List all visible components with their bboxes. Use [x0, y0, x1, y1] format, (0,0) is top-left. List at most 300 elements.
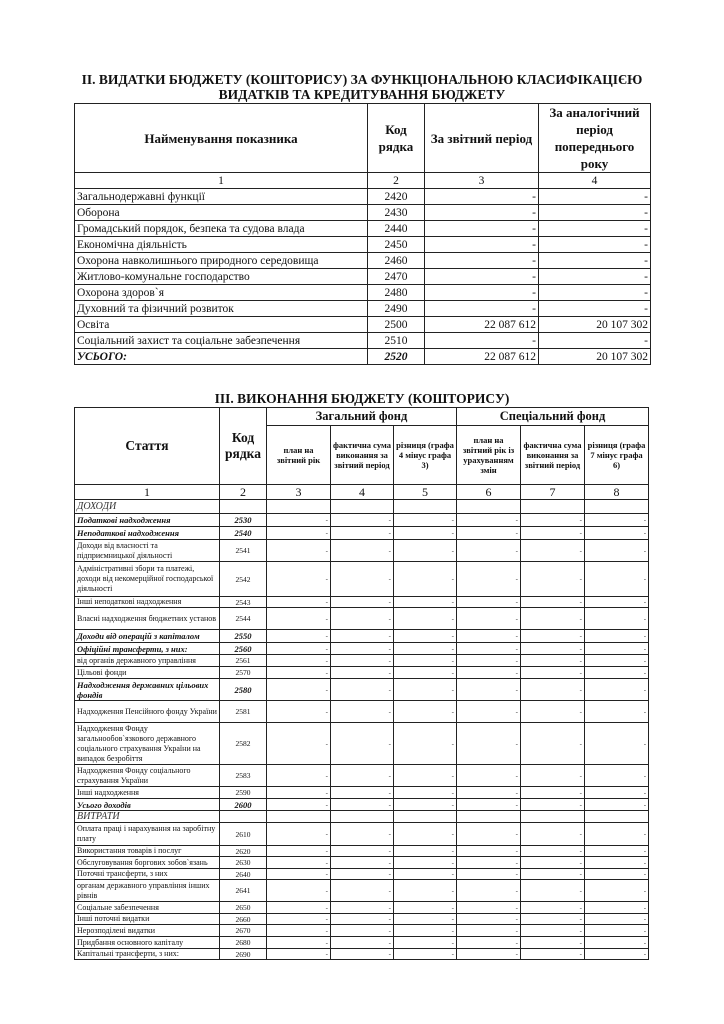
- special-plan-value: -: [457, 701, 521, 723]
- row-label: органам державного управління інших рівнів: [75, 880, 220, 902]
- general-actual-value: -: [331, 914, 394, 925]
- table-row: [75, 667, 649, 679]
- general-actual-value: -: [331, 765, 394, 787]
- column-number: 3: [267, 485, 331, 500]
- special-difference-value: -: [585, 914, 649, 925]
- column-number: 2: [220, 485, 267, 500]
- row-label: Духовний та фізичний розвиток: [75, 301, 368, 317]
- previous-period-value: -: [539, 221, 651, 237]
- reporting-period-value: -: [425, 285, 539, 301]
- general-difference-value: -: [394, 597, 457, 608]
- general-actual-value: -: [331, 608, 394, 630]
- special-actual-value: -: [521, 925, 585, 937]
- general-actual-value: -: [331, 869, 394, 880]
- general-plan-value: [267, 811, 331, 823]
- row-code: 2430: [368, 205, 425, 221]
- row-code: 2541: [220, 540, 267, 562]
- header-row-code: Код рядка: [368, 104, 425, 173]
- row-code: 2680: [220, 937, 267, 949]
- row-label: Нерозподілені видатки: [75, 925, 220, 937]
- previous-period-value: -: [539, 301, 651, 317]
- general-difference-value: -: [394, 799, 457, 811]
- special-actual-value: -: [521, 540, 585, 562]
- table-row: [75, 643, 649, 655]
- row-code: 2582: [220, 723, 267, 765]
- previous-period-value: -: [539, 269, 651, 285]
- row-code: [220, 811, 267, 823]
- special-difference-value: -: [585, 787, 649, 799]
- row-code: 2543: [220, 597, 267, 608]
- general-actual-value: -: [331, 701, 394, 723]
- reporting-period-value: -: [425, 237, 539, 253]
- general-difference-value: [394, 811, 457, 823]
- special-plan-value: -: [457, 925, 521, 937]
- special-plan-value: -: [457, 723, 521, 765]
- special-actual-value: -: [521, 857, 585, 869]
- row-code: 2583: [220, 765, 267, 787]
- general-actual-value: -: [331, 679, 394, 701]
- row-label: Поточні трансферти, з них: [75, 869, 220, 880]
- special-actual-value: -: [521, 846, 585, 857]
- special-difference-value: -: [585, 823, 649, 846]
- special-difference-value: -: [585, 846, 649, 857]
- column-number: 6: [457, 485, 521, 500]
- table-row: [75, 317, 651, 333]
- general-actual-value: -: [331, 540, 394, 562]
- general-actual-value: -: [331, 846, 394, 857]
- row-code: 2560: [220, 643, 267, 655]
- reporting-period-value: -: [425, 221, 539, 237]
- row-code: 2570: [220, 667, 267, 679]
- general-actual-value: -: [331, 787, 394, 799]
- reporting-period-value: 22 087 612: [425, 349, 539, 365]
- special-actual-value: -: [521, 667, 585, 679]
- row-label: Надходження Пенсійного фонду України: [75, 701, 220, 723]
- general-difference-value: -: [394, 902, 457, 914]
- table-row: [75, 514, 649, 527]
- previous-period-value: -: [539, 285, 651, 301]
- special-actual-value: -: [521, 787, 585, 799]
- general-actual-value: -: [331, 514, 394, 527]
- general-difference-value: -: [394, 823, 457, 846]
- special-plan-value: -: [457, 949, 521, 960]
- column-number: 3: [425, 173, 539, 189]
- general-difference-value: -: [394, 630, 457, 643]
- row-label: Інші поточні видатки: [75, 914, 220, 925]
- row-label: Загальнодержавні функції: [75, 189, 368, 205]
- general-difference-value: -: [394, 880, 457, 902]
- general-actual-value: -: [331, 597, 394, 608]
- general-difference-value: -: [394, 857, 457, 869]
- general-actual-value: -: [331, 799, 394, 811]
- row-label: Усього доходів: [75, 799, 220, 811]
- previous-period-value: -: [539, 237, 651, 253]
- row-code: 2690: [220, 949, 267, 960]
- general-plan-value: -: [267, 949, 331, 960]
- row-label: Інші надходження: [75, 787, 220, 799]
- row-code: 2542: [220, 562, 267, 597]
- general-plan-value: -: [267, 630, 331, 643]
- table-row: [75, 253, 651, 269]
- general-plan-value: -: [267, 701, 331, 723]
- table-row: [75, 723, 649, 765]
- previous-period-value: -: [539, 205, 651, 221]
- general-actual-value: -: [331, 823, 394, 846]
- general-difference-value: -: [394, 540, 457, 562]
- table-row: [75, 333, 651, 349]
- row-label: Неподаткові надходження: [75, 527, 220, 540]
- special-actual-value: -: [521, 902, 585, 914]
- special-difference-value: -: [585, 655, 649, 667]
- special-difference-value: -: [585, 701, 649, 723]
- table-row: [75, 221, 651, 237]
- general-actual-value: -: [331, 667, 394, 679]
- general-difference-value: -: [394, 914, 457, 925]
- special-plan-value: -: [457, 937, 521, 949]
- column-number: 1: [75, 173, 368, 189]
- row-code: 2641: [220, 880, 267, 902]
- row-label: Використання товарів і послуг: [75, 846, 220, 857]
- general-actual-value: [331, 500, 394, 514]
- row-code: [220, 500, 267, 514]
- special-plan-value: -: [457, 540, 521, 562]
- general-actual-value: -: [331, 937, 394, 949]
- special-difference-value: -: [585, 799, 649, 811]
- row-code: 2510: [368, 333, 425, 349]
- general-actual-value: -: [331, 655, 394, 667]
- section2-title-line1: II. ВИДАТКИ БЮДЖЕТУ (КОШТОРИСУ) ЗА ФУНКЦІОНАЛЬНОЮ КЛАСИФІКАЦІЄЮ: [81, 72, 643, 87]
- header-special-difference: різниця (графа 7 мінус графа 6): [585, 426, 649, 485]
- general-plan-value: -: [267, 914, 331, 925]
- general-actual-value: -: [331, 880, 394, 902]
- row-label: ДОХОДИ: [75, 500, 220, 514]
- column-number: 2: [368, 173, 425, 189]
- header-special-fund: Спеціальний фонд: [457, 408, 649, 426]
- general-difference-value: -: [394, 655, 457, 667]
- table-row: [75, 857, 649, 869]
- general-difference-value: -: [394, 787, 457, 799]
- table-row: [75, 679, 649, 701]
- table-row: [75, 701, 649, 723]
- reporting-period-value: -: [425, 269, 539, 285]
- row-code: 2440: [368, 221, 425, 237]
- table-row: [75, 949, 649, 960]
- special-difference-value: -: [585, 527, 649, 540]
- general-actual-value: -: [331, 902, 394, 914]
- special-plan-value: -: [457, 527, 521, 540]
- row-label: Податкові надходження: [75, 514, 220, 527]
- row-label: Придбання основного капіталу: [75, 937, 220, 949]
- special-actual-value: -: [521, 643, 585, 655]
- general-plan-value: -: [267, 880, 331, 902]
- special-actual-value: -: [521, 630, 585, 643]
- general-plan-value: -: [267, 723, 331, 765]
- table-row: [75, 869, 649, 880]
- row-label: УСЬОГО:: [75, 349, 368, 365]
- reporting-period-value: 22 087 612: [425, 317, 539, 333]
- row-label: Доходи від власності та підприємницької діяльності: [75, 540, 220, 562]
- column-number: 4: [539, 173, 651, 189]
- general-difference-value: -: [394, 667, 457, 679]
- general-difference-value: -: [394, 562, 457, 597]
- row-code: 2630: [220, 857, 267, 869]
- row-label: Житлово-комунальне господарство: [75, 269, 368, 285]
- special-plan-value: -: [457, 799, 521, 811]
- general-actual-value: -: [331, 857, 394, 869]
- special-difference-value: -: [585, 667, 649, 679]
- table-row: [75, 189, 651, 205]
- special-difference-value: -: [585, 643, 649, 655]
- general-difference-value: -: [394, 608, 457, 630]
- general-difference-value: -: [394, 925, 457, 937]
- row-code: 2500: [368, 317, 425, 333]
- general-difference-value: -: [394, 514, 457, 527]
- row-code: 2460: [368, 253, 425, 269]
- special-plan-value: -: [457, 823, 521, 846]
- special-plan-value: -: [457, 765, 521, 787]
- row-code: 2561: [220, 655, 267, 667]
- table-row: [75, 823, 649, 846]
- general-plan-value: -: [267, 857, 331, 869]
- special-difference-value: -: [585, 540, 649, 562]
- special-difference-value: -: [585, 925, 649, 937]
- previous-period-value: -: [539, 189, 651, 205]
- previous-period-value: -: [539, 253, 651, 269]
- special-difference-value: -: [585, 562, 649, 597]
- special-plan-value: [457, 500, 521, 514]
- general-plan-value: -: [267, 597, 331, 608]
- general-difference-value: -: [394, 869, 457, 880]
- special-difference-value: -: [585, 869, 649, 880]
- special-actual-value: -: [521, 679, 585, 701]
- row-label: Оплата праці і нарахування на заробітну плату: [75, 823, 220, 846]
- row-code: 2550: [220, 630, 267, 643]
- reporting-period-value: -: [425, 333, 539, 349]
- row-code: 2620: [220, 846, 267, 857]
- table-row: [75, 925, 649, 937]
- special-actual-value: [521, 500, 585, 514]
- table-row: [75, 349, 651, 365]
- column-number: 1: [75, 485, 220, 500]
- special-plan-value: -: [457, 608, 521, 630]
- general-plan-value: -: [267, 527, 331, 540]
- special-actual-value: -: [521, 823, 585, 846]
- general-plan-value: -: [267, 787, 331, 799]
- row-code: 2540: [220, 527, 267, 540]
- row-label: Адміністративні збори та платежі, доходи від некомерційної господарської діяльності: [75, 562, 220, 597]
- row-code: 2600: [220, 799, 267, 811]
- row-code: 2640: [220, 869, 267, 880]
- row-code: 2520: [368, 349, 425, 365]
- special-difference-value: -: [585, 679, 649, 701]
- table-row: [75, 937, 649, 949]
- row-label: Надходження Фонду соціального страхування України: [75, 765, 220, 787]
- special-plan-value: -: [457, 655, 521, 667]
- row-label: Обслуговування боргових зобов`язань: [75, 857, 220, 869]
- reporting-period-value: -: [425, 205, 539, 221]
- table-row: [75, 787, 649, 799]
- general-plan-value: -: [267, 679, 331, 701]
- general-difference-value: -: [394, 701, 457, 723]
- row-code: 2670: [220, 925, 267, 937]
- general-plan-value: -: [267, 655, 331, 667]
- row-label: Інші неподаткові надходження: [75, 597, 220, 608]
- special-difference-value: -: [585, 608, 649, 630]
- row-label: ВИТРАТИ: [75, 811, 220, 823]
- row-code: 2580: [220, 679, 267, 701]
- row-label: Офіційні трансферти, з них:: [75, 643, 220, 655]
- general-difference-value: -: [394, 527, 457, 540]
- special-plan-value: -: [457, 643, 521, 655]
- row-label: Капітальні трансферти, з них:: [75, 949, 220, 960]
- row-label: Надходження Фонду загальнообов`язкового державного соціального страхування України на випадок безробіття: [75, 723, 220, 765]
- table-row: [75, 301, 651, 317]
- special-actual-value: -: [521, 655, 585, 667]
- table-row: [75, 608, 649, 630]
- special-difference-value: -: [585, 880, 649, 902]
- table-row: [75, 540, 649, 562]
- header-general-actual: фактична сума виконання за звітний період: [331, 426, 394, 485]
- special-actual-value: -: [521, 937, 585, 949]
- special-actual-value: -: [521, 723, 585, 765]
- general-actual-value: -: [331, 925, 394, 937]
- special-difference-value: -: [585, 630, 649, 643]
- special-actual-value: -: [521, 597, 585, 608]
- special-difference-value: -: [585, 765, 649, 787]
- special-difference-value: -: [585, 514, 649, 527]
- general-plan-value: -: [267, 562, 331, 597]
- special-actual-value: -: [521, 608, 585, 630]
- table-row: [75, 846, 649, 857]
- special-difference-value: -: [585, 857, 649, 869]
- special-difference-value: -: [585, 902, 649, 914]
- special-difference-value: -: [585, 949, 649, 960]
- reporting-period-value: -: [425, 253, 539, 269]
- special-difference-value: -: [585, 937, 649, 949]
- row-label: Оборона: [75, 205, 368, 221]
- special-plan-value: -: [457, 630, 521, 643]
- row-label: Власні надходження бюджетних установ: [75, 608, 220, 630]
- general-plan-value: -: [267, 765, 331, 787]
- row-code: 2420: [368, 189, 425, 205]
- section2-title-line2: ВИДАТКІВ ТА КРЕДИТУВАННЯ БЮДЖЕТУ: [218, 87, 506, 102]
- general-actual-value: [331, 811, 394, 823]
- row-code: 2480: [368, 285, 425, 301]
- special-actual-value: -: [521, 562, 585, 597]
- table-row: [75, 630, 649, 643]
- table-row: [75, 205, 651, 221]
- general-plan-value: -: [267, 514, 331, 527]
- table-row: [75, 285, 651, 301]
- row-code: 2590: [220, 787, 267, 799]
- general-plan-value: -: [267, 608, 331, 630]
- table-row: [75, 527, 649, 540]
- special-actual-value: -: [521, 527, 585, 540]
- header-row-code: Код рядка: [220, 408, 267, 485]
- row-code: 2450: [368, 237, 425, 253]
- row-code: 2530: [220, 514, 267, 527]
- special-difference-value: -: [585, 723, 649, 765]
- general-difference-value: -: [394, 949, 457, 960]
- reporting-period-value: -: [425, 189, 539, 205]
- column-number: 8: [585, 485, 649, 500]
- special-plan-value: -: [457, 914, 521, 925]
- table-row: [75, 902, 649, 914]
- row-label: від органів державного управління: [75, 655, 220, 667]
- special-plan-value: -: [457, 679, 521, 701]
- section3-title: III. ВИКОНАННЯ БЮДЖЕТУ (КОШТОРИСУ): [214, 391, 510, 406]
- row-code: 2470: [368, 269, 425, 285]
- previous-period-value: -: [539, 333, 651, 349]
- header-general-fund: Загальний фонд: [267, 408, 457, 426]
- special-plan-value: -: [457, 880, 521, 902]
- previous-period-value: 20 107 302: [539, 349, 651, 365]
- row-code: 2650: [220, 902, 267, 914]
- row-code: 2660: [220, 914, 267, 925]
- general-difference-value: -: [394, 846, 457, 857]
- general-plan-value: -: [267, 846, 331, 857]
- table-row: [75, 914, 649, 925]
- header-article: Стаття: [75, 408, 220, 485]
- general-difference-value: -: [394, 679, 457, 701]
- special-plan-value: -: [457, 846, 521, 857]
- section-heading-row: [75, 500, 649, 514]
- special-plan-value: [457, 811, 521, 823]
- row-label: Цільові фонди: [75, 667, 220, 679]
- general-plan-value: -: [267, 869, 331, 880]
- special-plan-value: -: [457, 597, 521, 608]
- special-actual-value: -: [521, 880, 585, 902]
- row-label: Охорона здоров`я: [75, 285, 368, 301]
- special-actual-value: -: [521, 914, 585, 925]
- general-plan-value: -: [267, 925, 331, 937]
- row-label: Громадський порядок, безпека та судова влада: [75, 221, 368, 237]
- row-label: Економічна діяльність: [75, 237, 368, 253]
- previous-period-value: 20 107 302: [539, 317, 651, 333]
- table-row: [75, 799, 649, 811]
- header-previous-period: За аналогічний період попереднього року: [539, 104, 651, 173]
- special-actual-value: -: [521, 869, 585, 880]
- special-actual-value: -: [521, 701, 585, 723]
- general-plan-value: -: [267, 667, 331, 679]
- special-difference-value: [585, 811, 649, 823]
- special-difference-value: -: [585, 597, 649, 608]
- reporting-period-value: -: [425, 301, 539, 317]
- special-actual-value: -: [521, 799, 585, 811]
- special-actual-value: -: [521, 514, 585, 527]
- header-indicator-name: Найменування показника: [75, 104, 368, 173]
- general-plan-value: -: [267, 823, 331, 846]
- row-code: 2610: [220, 823, 267, 846]
- special-plan-value: -: [457, 514, 521, 527]
- expenditure-functional-table: [74, 103, 651, 365]
- column-number: 5: [394, 485, 457, 500]
- general-actual-value: -: [331, 949, 394, 960]
- row-label: Освіта: [75, 317, 368, 333]
- special-plan-value: -: [457, 857, 521, 869]
- special-actual-value: [521, 811, 585, 823]
- row-label: Охорона навколишнього природного середовища: [75, 253, 368, 269]
- table-row: [75, 562, 649, 597]
- header-special-actual: фактична сума виконання за звітний період: [521, 426, 585, 485]
- general-difference-value: -: [394, 723, 457, 765]
- row-label: Доходи від операцій з капіталом: [75, 630, 220, 643]
- general-actual-value: -: [331, 562, 394, 597]
- general-plan-value: -: [267, 643, 331, 655]
- general-difference-value: -: [394, 643, 457, 655]
- general-plan-value: -: [267, 937, 331, 949]
- header-general-plan: план на звітний рік: [267, 426, 331, 485]
